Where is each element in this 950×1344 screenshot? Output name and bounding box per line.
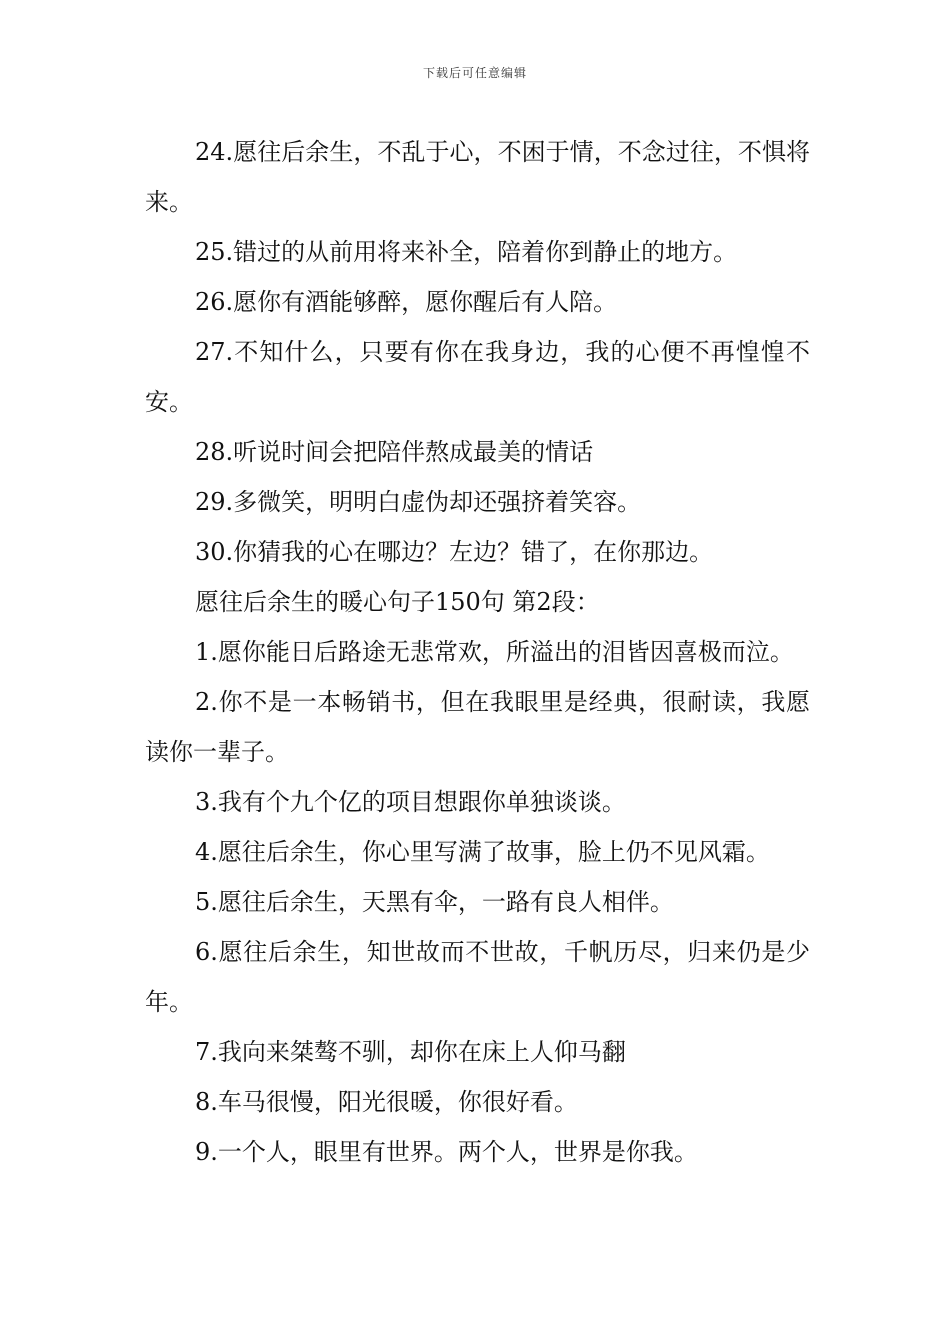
- paragraph: 4.愿往后余生，你心里写满了故事，脸上仍不见风霜。: [195, 838, 770, 866]
- page-header: 下载后可任意编辑: [422, 66, 527, 80]
- paragraph: 1.愿你能日后路途无悲常欢，所溢出的泪皆因喜极而泣。: [195, 638, 794, 666]
- paragraph: 7.我向来桀骜不驯，却你在床上人仰马翻: [195, 1038, 626, 1066]
- document-body: [145, 127, 810, 1177]
- paragraph: 26.愿你有酒能够醉，愿你醒后有人陪。: [195, 288, 618, 316]
- section-heading: 愿往后余生的暖心句子150句 第2段：: [195, 588, 600, 616]
- paragraph: 3.我有个九个亿的项目想跟你单独谈谈。: [195, 788, 626, 816]
- paragraph: 9.一个人，眼里有世界。两个人，世界是你我。: [195, 1138, 698, 1166]
- paragraph: 8.车马很慢，阳光很暖，你很好看。: [195, 1088, 578, 1116]
- paragraph: 6.愿往后余生，知世故而不世故，千帆历尽，归来仍是少年。: [145, 938, 810, 1016]
- paragraph: 29.多微笑，明明白虚伪却还强挤着笑容。: [195, 488, 642, 516]
- paragraph: 30.你猜我的心在哪边？左边？错了，在你那边。: [195, 538, 714, 566]
- paragraph: 2.你不是一本畅销书，但在我眼里是经典，很耐读，我愿读你一辈子。: [145, 688, 810, 766]
- paragraph: 27.不知什么，只要有你在我身边，我的心便不再惶惶不安。: [145, 338, 810, 416]
- paragraph: 25.错过的从前用将来补全，陪着你到静止的地方。: [195, 238, 738, 266]
- paragraph: 28.听说时间会把陪伴熬成最美的情话: [195, 438, 594, 466]
- paragraph: 5.愿往后余生，天黑有伞，一路有良人相伴。: [195, 888, 674, 916]
- paragraph: 24.愿往后余生，不乱于心，不困于情，不念过往，不惧将来。: [145, 138, 810, 216]
